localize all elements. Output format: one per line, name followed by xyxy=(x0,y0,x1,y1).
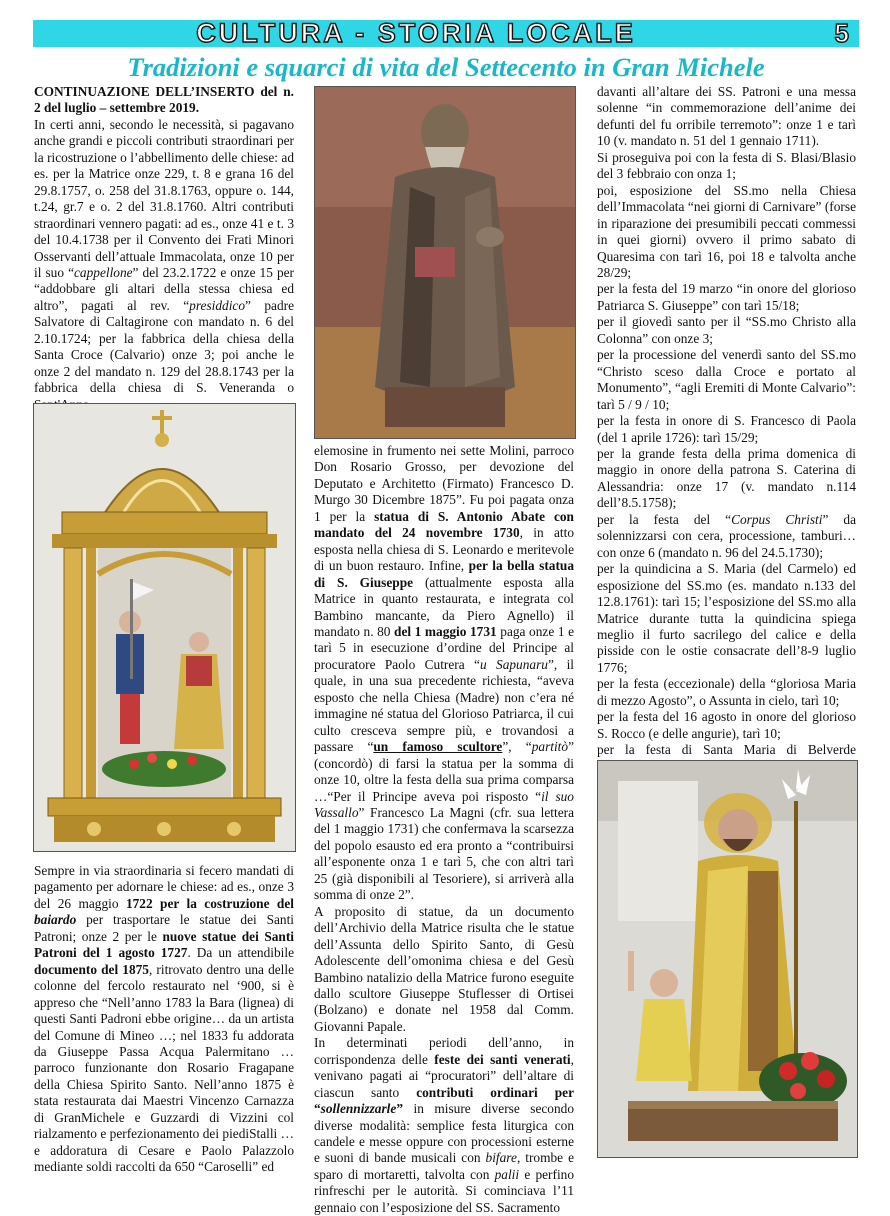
article-title: Tradizioni e squarci di vita del Settecento in Gran Michele xyxy=(127,52,765,82)
continuation-lead: CONTINUAZIONE DELL’INSERTO del n. 2 del luglio – settembre 2019. xyxy=(34,84,294,116)
list-item: Si proseguiva poi con la festa di S. Blasi/Blasio del 3 febbraio con onza 1; xyxy=(597,149,856,182)
list-item: per la festa del 19 marzo “in onore del glorioso Patriarca S. Giuseppe” con tarì 15/18; xyxy=(597,281,856,313)
column-2 xyxy=(314,443,574,1216)
paragraph: elemosine in frumento nei sette Molini, parroco Don Rosario Grosso, per devozione del Deputato e Architetto (Firmato) Francesco D. Murgo 30 Dicembre 1875”. Fu poi pagata onza 1 per la statua di S. Antonio Abate con mandato del 24 novembre 1730, in atto esposta nella chiesa di S. Leonardo e meritevole di un buon restauro. Infine, per la bella statua di S. Giuseppe (attualmente esposta alla Matrice in quanto restaurata, e integrata col Bambino mancante, da Piero Agnello) il mandato n. 80 del 1 maggio 1731 paga onze 1 e tarì 5 in esecuzione d’ordine del Principe al procuratore Paolo Cutrera “u Sapunaru”, il quale, in una sua precedente richiesta, “aveva esposto che nella Chiesa (Madre) non c’era né immagine né statua del Glorioso Patriarca, il cui culto cresceva sempre più, e trovandosi a passare “un famoso scultore”, “partitò” (concordò) di farsi la statua per la somma di onze 10, oltre la festa della sua prima comparsa …“Per il Principe aveva poi risposto “il suo Vassallo” Francesco La Magni (cfr. sua lettera del 1 maggio 1731) che confermava la scarsezza del popolo esausto ed era pronto a “contribuirsi all’esponente onza 1 e tarì 5, che con altri tarì 25 (già disponibili al Tesoriere), si arriverà alla somma di onze 2”. xyxy=(314,443,574,903)
list-item: per il giovedì santo per il “SS.mo Christo alla Colonna” con onze 3; xyxy=(597,314,856,346)
column-1-top xyxy=(34,84,294,413)
list-item: per la festa del 16 agosto in onore del glorioso S. Rocco (e delle angurie), tarì 10; xyxy=(597,709,856,741)
paragraph: In determinati periodi dell’anno, in corrispondenza delle feste dei santi venerati, venivano pagati ai “procuratori” dell’altare di ciascun santo contributi ordinari per “sollennizzarle” in misure diverse secondo diverse modalità: semplice festa liturgica con candele e messe oppure con processioni esterne e suoni di bande musicali con bifare, trombe e sparo di mortaretti, talvolta con palii e perfino rinfreschi per le autorità. Si cominciava l’11 gennaio con l’esposizione del SS. Sacramento xyxy=(314,1035,574,1215)
list-item: per la quindicina a S. Maria (del Carmelo) ed esposizione del SS.mo (es. mandato n.133 del 12.8.1761): tarì 15; l’esposizione del SS.mo alla Matrice durante tutta la quindicina spiega meglio il furto sacrilego del calice e della pisside con le ostie consacrate dell’8-9 luglio 1776; xyxy=(597,561,856,675)
column-3 xyxy=(597,84,856,791)
fercolo-photo xyxy=(33,403,296,852)
paragraph: In certi anni, secondo le necessità, si pagavano anche grandi e piccoli contributi straordinari per la ricostruzione o l’abbellimento delle chiese: ad es. per la Matrice onze 229, t. 8 e grana 16 del 29.8.1757, o. 258 del 31.8.1763, oppure o. 144, t.24, gr.7 e o. 2 del 31.8.1760. Altri contributi straordinari vennero pagati: ad es., onze 41 e t. 3 del 10.4.1738 per il Convento dei Frati Minori Osservanti dell’attuale Immacolata, onze 10 per il suo “cappellone” del 23.2.1722 e onze 15 per “addobbare gli altari della stessa chiesa ed altro”, pagati al rev. “presiddico” padre Salvatore di Caltagirone con mandato n. 6 del 2.10.1724; per la fabbrica della chiesa della Santa Croce (Calvario) onze 3; poi anche le onze 2 del mandato n. 129 del 28.8.1743 per la fabbrica della chiesa di S. Veneranda o xyxy=(34,116,295,396)
saint-giuseppe-statue-photo xyxy=(597,760,858,1158)
list-item: per la festa di Santa Maria di Belverde xyxy=(597,742,856,758)
page-number: 5 xyxy=(834,18,849,48)
paragraph: Sempre in via straordinaria si fecero mandati di pagamento per adornare le chiese: ad es., onze 3 del 26 maggio 1722 per la costruzione del baiardo per trasportare le statue dei Santi Patroni; onze 2 per le nuove statue dei Santi Patroni del 1 agosto 1727. Da un attendibile documento del 1875, ritrovato dentro una delle colonne del fercolo restaurato nel ‘900, si è appreso che “Nell’anno 1783 la Bara (lignea) di questi Santi Padroni ebbe origine… da un artista del Comune di Mineo …; nel 1833 fu addorata da Giuseppe Passa Acqua Palermitano … parroco funzionante don Rosario Fragapane della Chiesa Spirito Santo. Nell’anno 1875 è stata restaurata dai Maestri Vincenzo Carnazza di GranMichele e Guzzardi di Vizzini col rialzamento e perfezionamento dei piediStalli … e addoratura di Cesare e Paolo Palazzolo mediante soldi raccolti da 650 “Caroselli” ed xyxy=(34,863,295,1175)
list-item: per la grande festa della prima domenica di maggio in onore della patrona S. Caterina di Alessandria: onze 17 (v. mandato n.114 dell’8.5.1758); xyxy=(597,445,856,511)
section-title: CULTURA - STORIA LOCALE xyxy=(196,18,636,48)
list-item: per la festa (eccezionale) della “gloriosa Maria di mezzo Agosto”, o Assunta in cielo, tarì 10; xyxy=(597,676,856,708)
list-item: per la processione del venerdì santo del SS.mo “Christo sceso dalla Croce e portato al Monumento”, “agli Eremiti di Monte Calvario”: tarì 5 / 9 / 10; xyxy=(597,347,856,412)
section-header-bar xyxy=(33,20,859,47)
list-item: davanti all’altare dei SS. Patroni e una messa solenne “in commemorazione dell’anime dei defunti del fu orribile terremoto”: onze 1 e tarì 10 (v. mandato n. 51 del 1 gennaio 1711). xyxy=(597,84,856,149)
list-item: per la festa del “Corpus Christi” da solennizzarsi con cera, processione, tamburi… con onze 6 (mandato n. 96 del 24.5.1730); xyxy=(597,511,857,560)
list-item: poi, esposizione del SS.mo nella Chiesa dell’Immacolata “nei giorni di Carnivare” (forse in riparazione dei presumibili peccati commessi in quei giorni) ovvero il primo sabato di Quaresima con tarì 16, poi 18 e talvolta anche 28/29; xyxy=(597,182,856,280)
saint-antonio-statue-photo xyxy=(314,86,576,439)
column-1-bottom xyxy=(34,863,294,1176)
list-item: per la festa in onore di S. Francesco di Paola (del 1 aprile 1726): tarì 15/29; xyxy=(597,413,856,445)
paragraph: A proposito di statue, da un documento dell’Archivio della Matrice risulta che le statue dell’Assunta dello Spirito Santo, di Gesù Adolescente dell’omonima chiesa e del Gesù Bambino natalizio della Matrice furono eseguite dallo scultore Giuseppe Stuflesser di Ortisei (Bolzano) e donate nel 1958 dal Comm. Giovanni Papale. xyxy=(314,903,574,1034)
